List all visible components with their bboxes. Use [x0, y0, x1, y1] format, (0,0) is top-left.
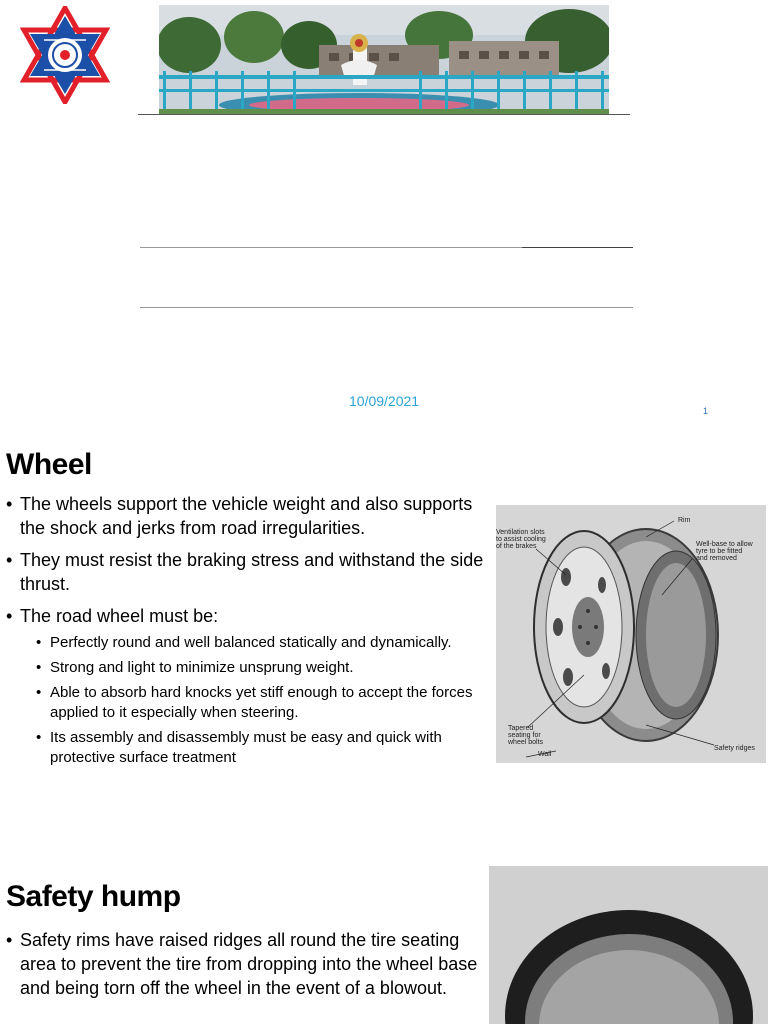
subtitle-divider [140, 307, 633, 308]
label-safety-ridges: Safety ridges [714, 745, 755, 752]
bullet-text: The road wheel must be: [20, 606, 219, 626]
slide-title: Safety hump [6, 880, 181, 913]
bullet-list [6, 928, 484, 1008]
title-slide [0, 0, 768, 432]
slide-date: 10/09/2021 [349, 393, 420, 409]
slide-number: 1 [703, 406, 709, 416]
university-emblem-icon [20, 6, 110, 104]
label-wall: Wall [538, 751, 552, 758]
bullet-item: • They must resist the braking stress and withstand the side thrust. [6, 548, 484, 596]
sub-bullet-item: • Strong and light to minimize unsprung weight. [36, 658, 484, 678]
slide-title: Wheel [6, 448, 92, 481]
label-well-base: Well-base to allow tyre to be fitted and removed [696, 541, 753, 562]
sub-bullet-item: • Its assembly and disassembly must be easy and quick with protective surface treatment [36, 728, 484, 768]
title-divider-accent [522, 247, 633, 248]
campus-fountain-photo [159, 5, 609, 114]
label-tapered-seating: Tapered seating for wheel bolts [508, 725, 544, 746]
sub-bullet-item: • Perfectly round and well balanced statically and dynamically. [36, 633, 484, 653]
safety-hump-slide [0, 842, 768, 1024]
sub-bullet-item: • Able to absorb hard knocks yet stiff enough to accept the forces applied to it especially when steering. [36, 683, 484, 723]
sub-bullet-list [36, 633, 484, 768]
bullet-item: • The wheels support the vehicle weight and also supports the shock and jerks from road irregularities. [6, 492, 484, 540]
header-divider [138, 114, 630, 115]
bullet-list [6, 492, 484, 776]
label-rim: Rim [678, 517, 691, 524]
wheel-slide [0, 432, 768, 842]
safety-rim-photo [489, 866, 768, 1024]
label-ventilation-slots: Ventilation slots to assist cooling of the brakes [496, 529, 546, 550]
bullet-item: • Safety rims have raised ridges all round the tire seating area to prevent the tire from dropping into the wheel base and being torn off the wheel in the event of a blowout. [6, 928, 484, 1000]
wheel-diagram [496, 505, 766, 763]
bullet-item [6, 604, 484, 768]
